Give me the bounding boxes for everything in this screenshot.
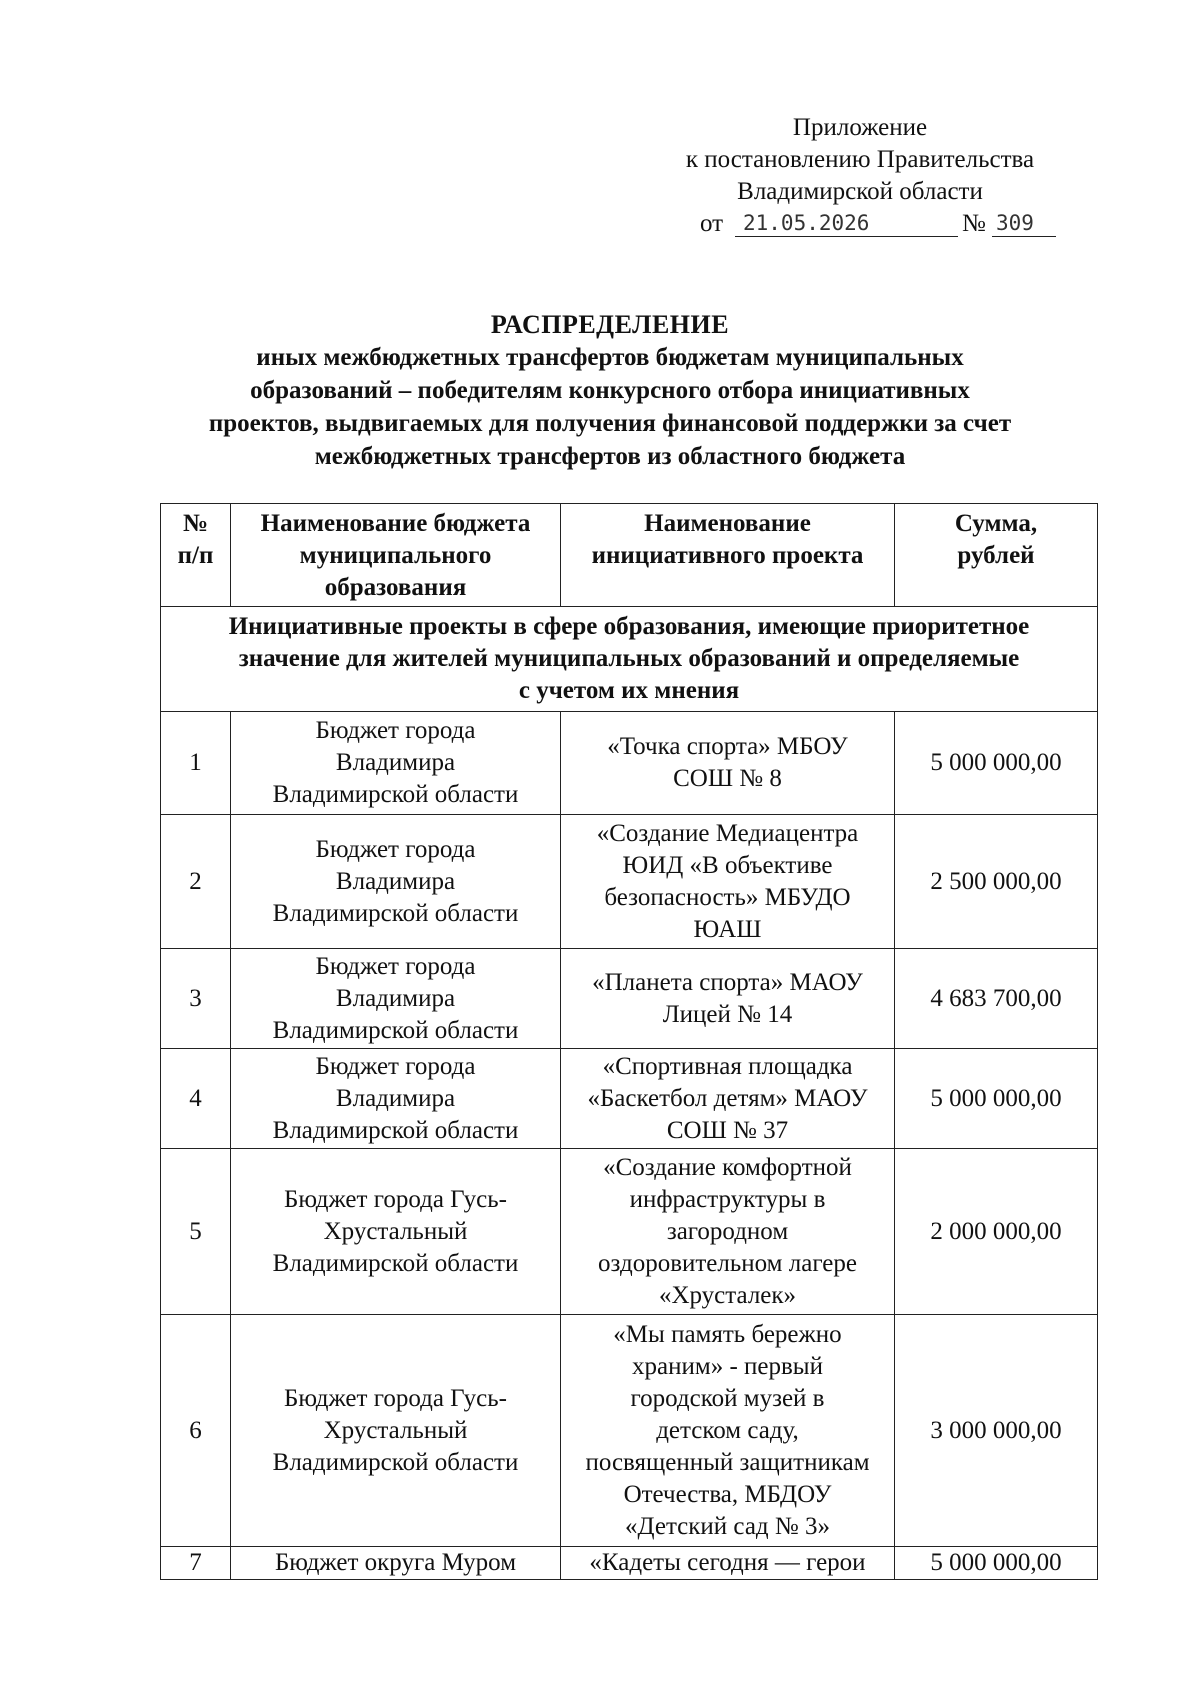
row-sum: 2 000 000,00 [895, 1149, 1098, 1315]
section-row [161, 607, 1098, 712]
row-num: 5 [161, 1149, 231, 1315]
appendix-date-line [660, 208, 1060, 242]
row-project: «Мы память бережно храним» - первый городской музей в детском саду, посвященный защитникам Отечества, МБДОУ «Детский сад № 3» [561, 1315, 895, 1547]
row-budget: Бюджет города Гусь- Хрустальный Владимирской области [231, 1149, 561, 1315]
title-line: межбюджетных трансфертов из областного бюджета [314, 443, 906, 470]
row-sum: 3 000 000,00 [895, 1315, 1098, 1547]
number-prefix: № [962, 210, 986, 237]
row-num: 2 [161, 815, 231, 949]
row-project: «Спортивная площадка «Баскетбол детям» МАОУ СОШ № 37 [561, 1049, 895, 1149]
row-project: «Создание комфортной инфраструктуры в загородном оздоровительном лагере «Хрусталек» [561, 1149, 895, 1315]
appendix-label: Приложение [792, 114, 928, 141]
row-project: «Создание Медиацентра ЮИД «В объективе безопасность» МБУДО ЮАШ [561, 815, 895, 949]
row-num: 4 [161, 1049, 231, 1149]
title-line: образований – победителям конкурсного отбора инициативных [250, 377, 970, 404]
document-title [150, 308, 1070, 473]
row-sum: 4 683 700,00 [895, 949, 1098, 1049]
table-row [161, 712, 1098, 815]
table-row [161, 1547, 1098, 1580]
table-header-row [161, 504, 1098, 607]
row-budget: Бюджет города Владимира Владимирской области [231, 815, 561, 949]
row-project: «Кадеты сегодня — герои [561, 1547, 895, 1580]
row-project: «Планета спорта» МАОУ Лицей № 14 [561, 949, 895, 1049]
table-row [161, 1149, 1098, 1315]
header-project: Наименование инициативного проекта [561, 504, 895, 607]
title-line: иных межбюджетных трансфертов бюджетам муниципальных [256, 344, 964, 371]
resolution-date: 21.05.2026 [735, 210, 958, 237]
appendix-resolution: к постановлению Правительства [685, 146, 1035, 173]
row-budget: Бюджет города Владимира Владимирской области [231, 949, 561, 1049]
appendix-header [660, 112, 1060, 242]
title-main: РАСПРЕДЕЛЕНИЕ [490, 310, 730, 339]
row-budget: Бюджет города Гусь- Хрустальный Владимирской области [231, 1315, 561, 1547]
table-row [161, 949, 1098, 1049]
header-num: № п/п [161, 504, 231, 607]
row-num: 6 [161, 1315, 231, 1547]
header-sum: Сумма, рублей [895, 504, 1098, 607]
row-budget: Бюджет города Владимира Владимирской области [231, 1049, 561, 1149]
table-row [161, 1315, 1098, 1547]
distribution-table [160, 503, 1098, 1580]
title-line: проектов, выдвигаемых для получения финансовой поддержки за счет [208, 410, 1012, 437]
row-sum: 5 000 000,00 [895, 712, 1098, 815]
row-sum: 2 500 000,00 [895, 815, 1098, 949]
header-budget: Наименование бюджета муниципального образования [231, 504, 561, 607]
row-budget: Бюджет округа Муром [231, 1547, 561, 1580]
row-num: 3 [161, 949, 231, 1049]
appendix-region: Владимирской области [737, 178, 983, 205]
row-project: «Точка спорта» МБОУ СОШ № 8 [561, 712, 895, 815]
row-num: 7 [161, 1547, 231, 1580]
row-sum: 5 000 000,00 [895, 1547, 1098, 1580]
table-row [161, 815, 1098, 949]
date-prefix: от [700, 210, 724, 237]
row-num: 1 [161, 712, 231, 815]
row-budget: Бюджет города Владимира Владимирской области [231, 712, 561, 815]
section-title: Инициативные проекты в сфере образования, имеющие приоритетное значение для жителей муниципальных образований и определяемые с учетом их мнения [161, 607, 1098, 712]
row-sum: 5 000 000,00 [895, 1049, 1098, 1149]
resolution-number: 309 [992, 210, 1056, 237]
table-row [161, 1049, 1098, 1149]
